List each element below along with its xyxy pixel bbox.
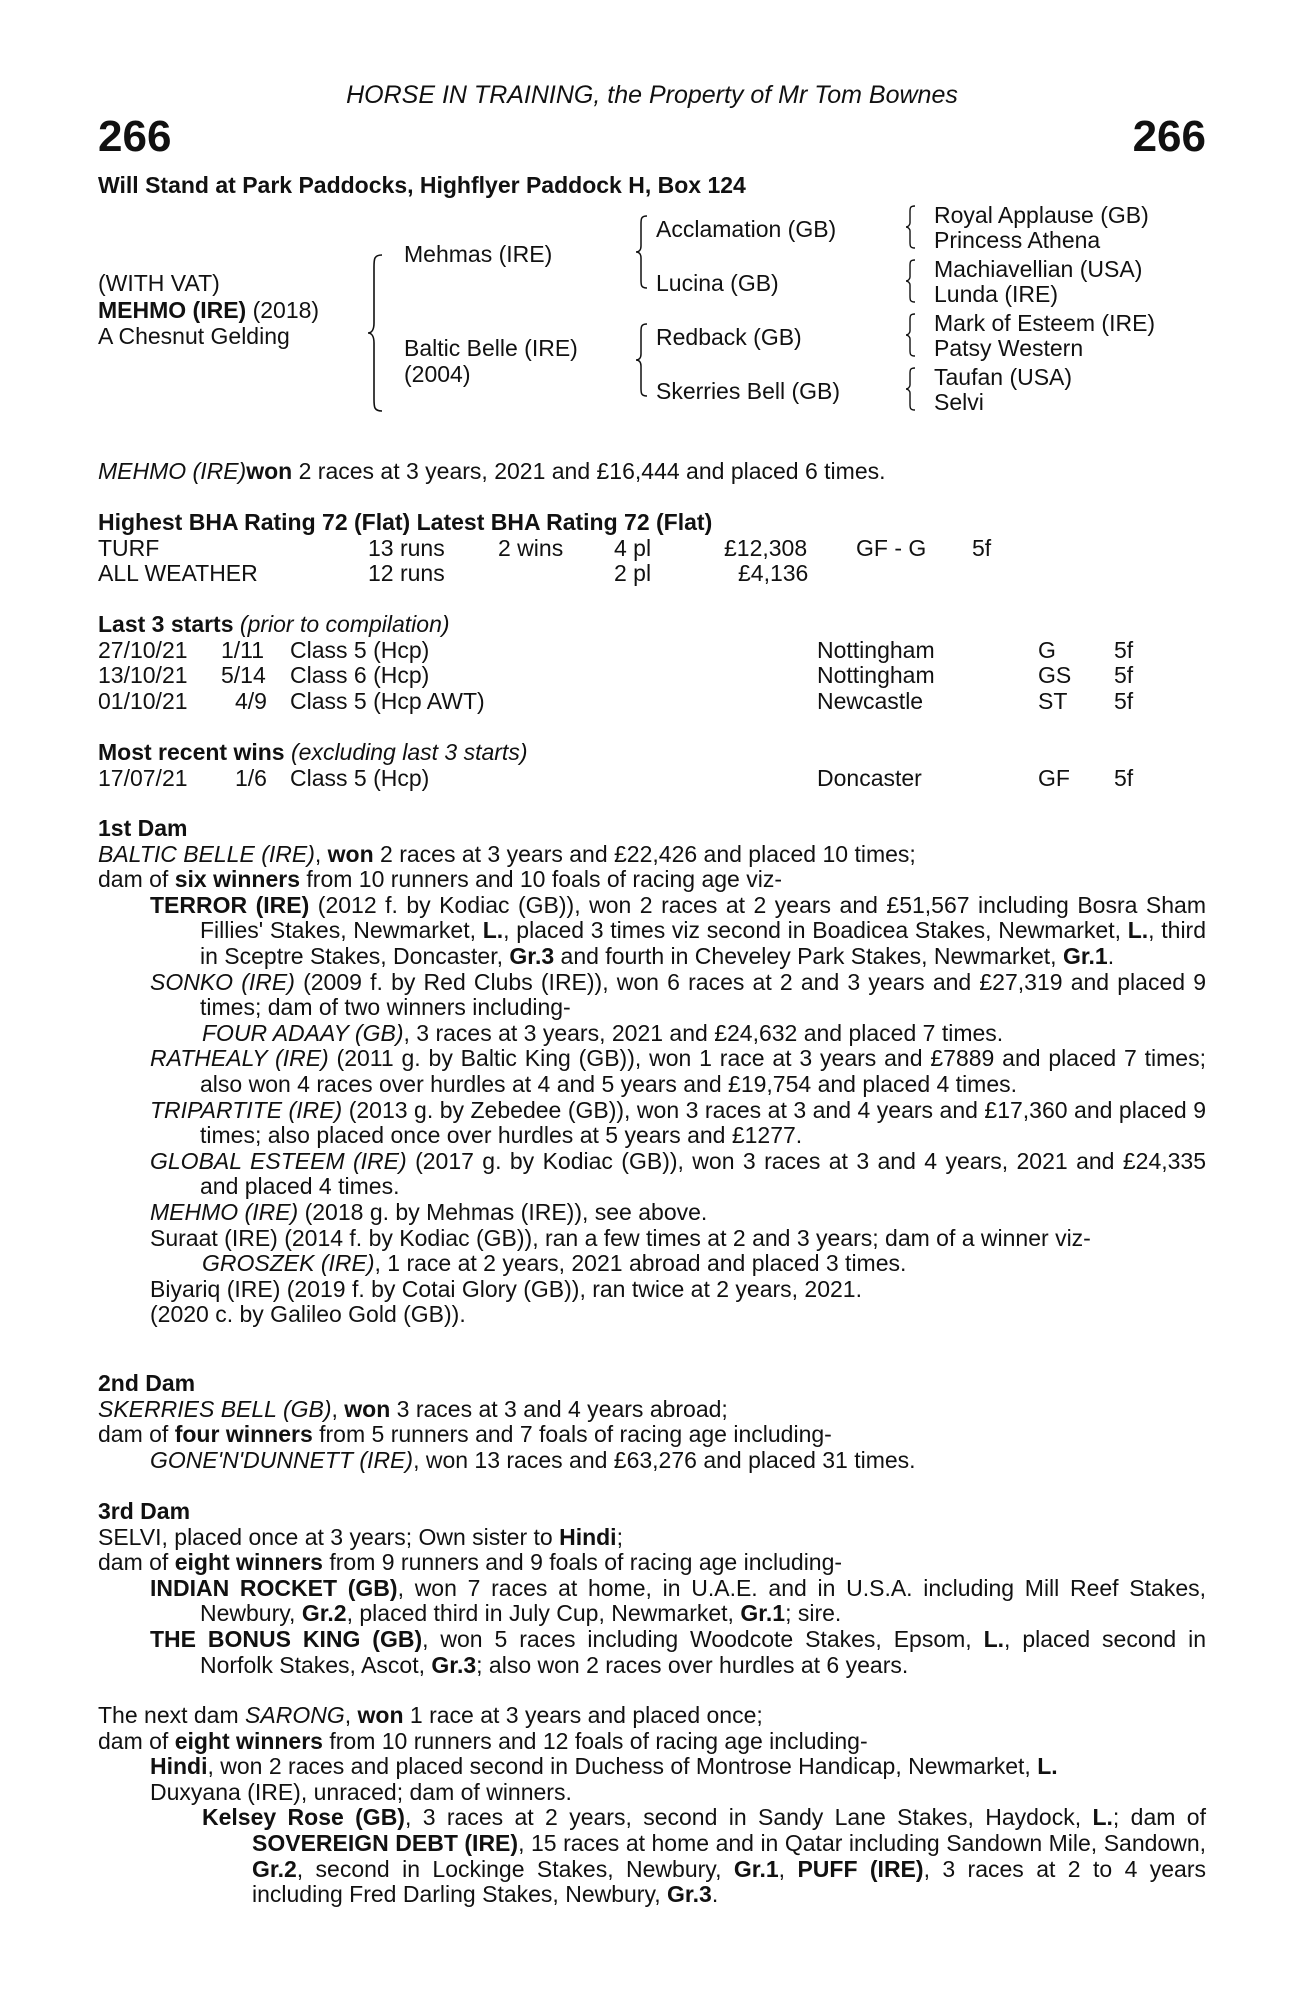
produce-name: SOVEREIGN DEBT (IRE) [252,1829,519,1856]
aw-earnings: £4,136 [738,560,809,587]
text: , 3 races at 3 years, 2021 and £24,632 and placed 7 times. [403,1019,1004,1046]
start-course: Nottingham [817,636,935,663]
grandsire-1: Acclamation (GB) [656,216,837,242]
text: from 9 runners and 9 foals of racing age including- [322,1549,843,1576]
produce-name: GLOBAL ESTEEM (IRE) [150,1147,407,1174]
race-grade: Gr.2 [301,1600,347,1627]
text: from 10 runners and 10 foals of racing age viz- [300,866,782,893]
first-dam-heading: 1st Dam [98,815,188,841]
produce-entry [98,1448,1206,1474]
start-row [98,638,1206,664]
produce-entry [98,1627,1206,1678]
produce-name: THE BONUS KING (GB) [150,1625,423,1652]
text: dam of [98,866,175,893]
ggs-4: Lunda (IRE) [934,281,1059,307]
text: ; also won 2 races over hurdles at 6 years. [476,1651,909,1678]
horse-year: (2018) [246,297,320,323]
dam-record: 3 races at 3 and 4 years abroad; [390,1395,728,1422]
win-row [98,766,1206,792]
race-grade: Gr.1 [733,1855,779,1882]
produce-entry [98,1576,1206,1627]
race-grade: Gr.3 [667,1881,712,1908]
text: (2011 g. by Baltic King (GB)), won 1 race at 3 years and £7889 and placed 7 times; also won 4 races over hurdles at 4 and 5 years and £19,754 and placed 4 times. [200,1045,1206,1097]
grand-produce-entry [98,1251,1206,1277]
horse-name-line [98,298,319,324]
stabling-location: Will Stand at Park Paddocks, Highflyer Paddock H, Box 124 [98,172,746,198]
produce-name: RATHEALY (IRE) [150,1045,329,1072]
text: , placed third in July Cup, Newmarket, [346,1600,741,1627]
ratings-heading: Highest BHA Rating 72 (Flat) Latest BHA Rating 72 (Flat) [98,509,713,535]
brace-icon [904,312,918,358]
produce-name: Hindi [150,1753,208,1780]
text: , won 13 races and £63,276 and placed 31 times. [413,1446,916,1473]
horse-name: MEHMO (IRE) [98,297,247,323]
text: ; dam of [1112,1804,1206,1831]
text: , won 5 races including Woodcote Stakes, Epsom, [422,1625,984,1652]
produce-entry [98,970,1206,1021]
start-date: 13/10/21 [98,662,188,689]
last3-heading: Last 3 starts [98,611,234,637]
produce-name: Kelsey Rose (GB) [202,1804,405,1831]
sister-name: Hindi [559,1523,617,1550]
second-dam-line [98,1397,1206,1423]
text: (2012 f. by Kodiac (GB)), won 2 races at 2 years and £51,567 including Bosra Sham Fillies' Stakes, Newmarket, [200,891,1206,944]
text: (2017 g. by Kodiac (GB)), won 3 races at 3 and 4 years, 2021 and £24,335 and placed 4 times. [200,1147,1206,1200]
produce-entry [98,1098,1206,1149]
produce-name: GROSZEK (IRE) [202,1250,375,1277]
start-position: 4/9 [235,687,267,714]
summary-rest: 2 races at 3 years, 2021 and £16,444 and placed 6 times. [292,458,886,484]
ggs-5: Mark of Esteem (IRE) [934,310,1156,336]
start-class: Class 5 (Hcp AWT) [290,687,485,714]
start-distance: 5f [1114,662,1134,689]
race-summary [98,459,1206,485]
text: (2013 g. by Zebedee (GB)), won 3 races at 3 and 4 years and £17,360 and placed 9 times; also placed once over hurdles at 5 years and £1277. [200,1096,1206,1149]
produce-name: FOUR ADAAY (GB) [202,1019,404,1046]
race-grade: Gr.2 [252,1855,297,1882]
winners-count: eight winners [174,1727,323,1754]
text: and fourth in Cheveley Park Stakes, Newmarket, [554,942,1063,969]
ggs-2: Princess Athena [934,227,1101,253]
produce-entry: Suraat (IRE) (2014 f. by Kodiac (GB)), ran a few times at 2 and 3 years; dam of a winner viz- [150,1224,1091,1251]
text: , 3 races at 2 to 4 years including Fred Darling Stakes, Newbury, [252,1855,1207,1908]
grand-produce-entry [98,1021,1206,1047]
ggs-8: Selvi [934,389,984,415]
second-dam-heading: 2nd Dam [98,1370,196,1396]
dam-record: 1 race at 3 years and placed once; [403,1702,763,1728]
win-date: 17/07/21 [98,764,188,791]
produce-name: TERROR (IRE) [150,891,310,918]
start-row [98,663,1206,689]
second-dam-section [98,1371,1206,1473]
sire-name: Mehmas (IRE) [404,241,553,267]
produce-name: MEHMO (IRE) [150,1198,299,1225]
race-grade: L. [482,917,504,944]
start-position: 1/11 [221,636,265,663]
turf-runs: 13 runs [368,534,445,561]
text: , second in Lockinge Stakes, Newbury, [296,1855,734,1882]
text: , 15 races at home and in Qatar including Sandown Mile, Sandown, [518,1829,1206,1856]
third-dam-heading: 3rd Dam [98,1498,191,1524]
produce-entry: Duxyana (IRE), unraced; dam of winners. [150,1778,572,1805]
turf-distance: 5f [972,534,992,561]
start-going: G [1038,636,1056,663]
first-dam-section [98,816,1206,1328]
dam-year: (2004) [404,361,471,387]
text: , won 7 races at home, in U.A.E. and in U.S.A. including Mill Reef Stakes, Newbury, [200,1574,1206,1627]
won-word: won [327,840,374,867]
dam-name: SARONG [245,1702,345,1728]
text: , 1 race at 2 years, 2021 abroad and placed 3 times. [374,1250,907,1277]
text: from 5 runners and 7 foals of racing age including- [312,1421,832,1448]
next-dam-produce-line [98,1729,1206,1755]
dam-name: BALTIC BELLE (IRE) [98,840,315,867]
ggs-3: Machiavellian (USA) [934,256,1143,282]
summary-horse-name: MEHMO (IRE) [98,458,247,484]
dam-name: SKERRIES BELL (GB) [98,1395,332,1422]
text: dam of [98,1421,175,1448]
start-date: 27/10/21 [98,636,188,663]
race-grade: Gr.1 [1062,942,1108,969]
pedigree-table [98,202,1206,422]
next-dam-line [98,1703,1206,1729]
dam-name: Baltic Belle (IRE) [404,335,578,361]
won-word: won [357,1702,404,1728]
win-going: GF [1038,764,1070,791]
last3-heading-line [98,612,1206,638]
start-distance: 5f [1114,636,1134,663]
aw-label: ALL WEATHER [98,560,258,587]
granddam-1: Lucina (GB) [656,270,779,296]
race-grade: L. [1127,917,1149,944]
recent-heading-line [98,740,1206,766]
winners-count: eight winners [174,1549,323,1576]
first-dam-produce-line [98,867,1206,893]
brace-icon [634,214,650,290]
text: , placed 3 times viz second in Boadicea Stakes, Newmarket, [503,917,1128,944]
text: (2009 f. by Red Clubs (IRE)), won 6 races at 2 and 3 years and £27,319 and placed 9 times; dam of two winners including- [200,968,1207,1021]
start-row [98,689,1206,715]
ratings-section [98,510,1206,587]
recent-note: (excluding last 3 starts) [284,739,528,765]
horse-description: A Chesnut Gelding [98,323,290,349]
text: ; [616,1523,623,1550]
produce-entry [98,893,1206,970]
race-grade: L. [983,1625,1005,1652]
brace-icon [634,322,650,398]
turf-placed: 4 pl [614,534,652,561]
win-course: Doncaster [817,764,922,791]
ggs-1: Royal Applause (GB) [934,202,1149,228]
produce-entry [98,1046,1206,1097]
race-grade: Gr.3 [431,1651,477,1678]
granddam-2: Skerries Bell (GB) [656,378,841,404]
win-position: 1/6 [235,764,267,791]
text: (2018 g. by Mehmas (IRE)), see above. [298,1198,708,1225]
text: ; sire. [785,1600,842,1627]
text: . [1107,942,1115,969]
win-class: Class 5 (Hcp) [290,764,430,791]
lot-number-right: 266 [1132,112,1206,161]
produce-name: GONE'N'DUNNETT (IRE) [150,1446,414,1473]
start-position: 5/14 [221,662,266,689]
third-dam-produce-line [98,1550,1206,1576]
sep: , [314,840,328,867]
winners-count: four winners [174,1421,313,1448]
start-course: Nottingham [817,662,935,689]
ggs-6: Patsy Western [934,335,1084,361]
text: . [711,1881,719,1908]
start-going: GS [1038,662,1072,689]
start-date: 01/10/21 [98,687,188,714]
ggs-7: Taufan (USA) [934,364,1073,390]
text: , placed second in Norfolk Stakes, Ascot, [200,1625,1207,1678]
race-grade: Gr.1 [740,1600,786,1627]
produce-name: SONKO (IRE) [150,968,295,995]
brace-icon [366,253,386,413]
brace-icon [904,258,918,304]
text: , won 2 races and placed second in Duchess of Montrose Handicap, Newmarket, [207,1753,1038,1780]
third-dam-line [98,1525,1206,1551]
vat-note: (WITH VAT) [98,270,220,296]
aw-row [98,561,1206,587]
produce-entry: Biyariq (IRE) (2019 f. by Cotai Glory (GB)), ran twice at 2 years, 2021. [150,1275,862,1302]
dam-record: 2 races at 3 years and £22,426 and placed 10 times; [373,840,916,867]
recent-heading: Most recent wins [98,739,285,765]
sep: , [331,1395,345,1422]
race-grade: L. [1092,1804,1113,1831]
turf-earnings: £12,308 [724,534,808,561]
recent-wins-section [98,740,1206,791]
start-class: Class 6 (Hcp) [290,662,430,689]
text: dam of [98,1549,175,1576]
text: , 3 races at 2 years, second in Sandy Lane Stakes, Haydock, [404,1804,1093,1831]
text: , [778,1855,798,1882]
produce-entry: (2020 c. by Galileo Gold (GB)). [150,1301,466,1328]
last3-note: (prior to compilation) [233,611,450,637]
aw-runs: 12 runs [368,560,445,587]
second-dam-produce-line [98,1422,1206,1448]
page-header-title: HORSE IN TRAINING, the Property of Mr Tom Bownes [346,81,958,109]
race-grade: Gr.3 [509,942,555,969]
turf-wins: 2 wins [498,534,564,561]
lot-number-left: 266 [98,112,172,161]
produce-name: INDIAN ROCKET (GB) [150,1574,398,1601]
turf-going: GF - G [856,534,927,561]
grandsire-2: Redback (GB) [656,324,802,350]
brace-icon [904,366,918,412]
text: , third in Sceptre Stakes, Doncaster, [200,917,1207,969]
turf-label: TURF [98,534,160,561]
text: SELVI, placed once at 3 years; Own sister to [98,1523,560,1550]
won-word: won [344,1395,391,1422]
produce-name: PUFF (IRE) [797,1855,924,1882]
start-class: Class 5 (Hcp) [290,636,430,663]
winners-count: six winners [174,866,300,893]
aw-placed: 2 pl [614,560,652,587]
text: The next dam [98,1702,246,1728]
sep: , [344,1702,358,1728]
start-going: ST [1038,687,1068,714]
start-distance: 5f [1114,687,1134,714]
brace-icon [904,204,918,250]
third-dam-section [98,1499,1206,1678]
produce-name: TRIPARTITE (IRE) [150,1096,343,1123]
turf-row [98,536,1206,562]
grand-produce-entry [98,1805,1206,1907]
last3-section [98,612,1206,714]
race-grade: L. [1037,1753,1058,1780]
produce-entry [98,1754,1206,1780]
win-distance: 5f [1114,764,1134,791]
produce-entry [98,1200,1206,1226]
produce-entry [98,1149,1206,1200]
next-dam-section [98,1703,1206,1908]
text: dam of [98,1727,175,1754]
first-dam-line [98,842,1206,868]
summary-won: won [246,458,293,484]
text: from 10 runners and 12 foals of racing age including- [322,1727,868,1754]
start-course: Newcastle [817,687,924,714]
